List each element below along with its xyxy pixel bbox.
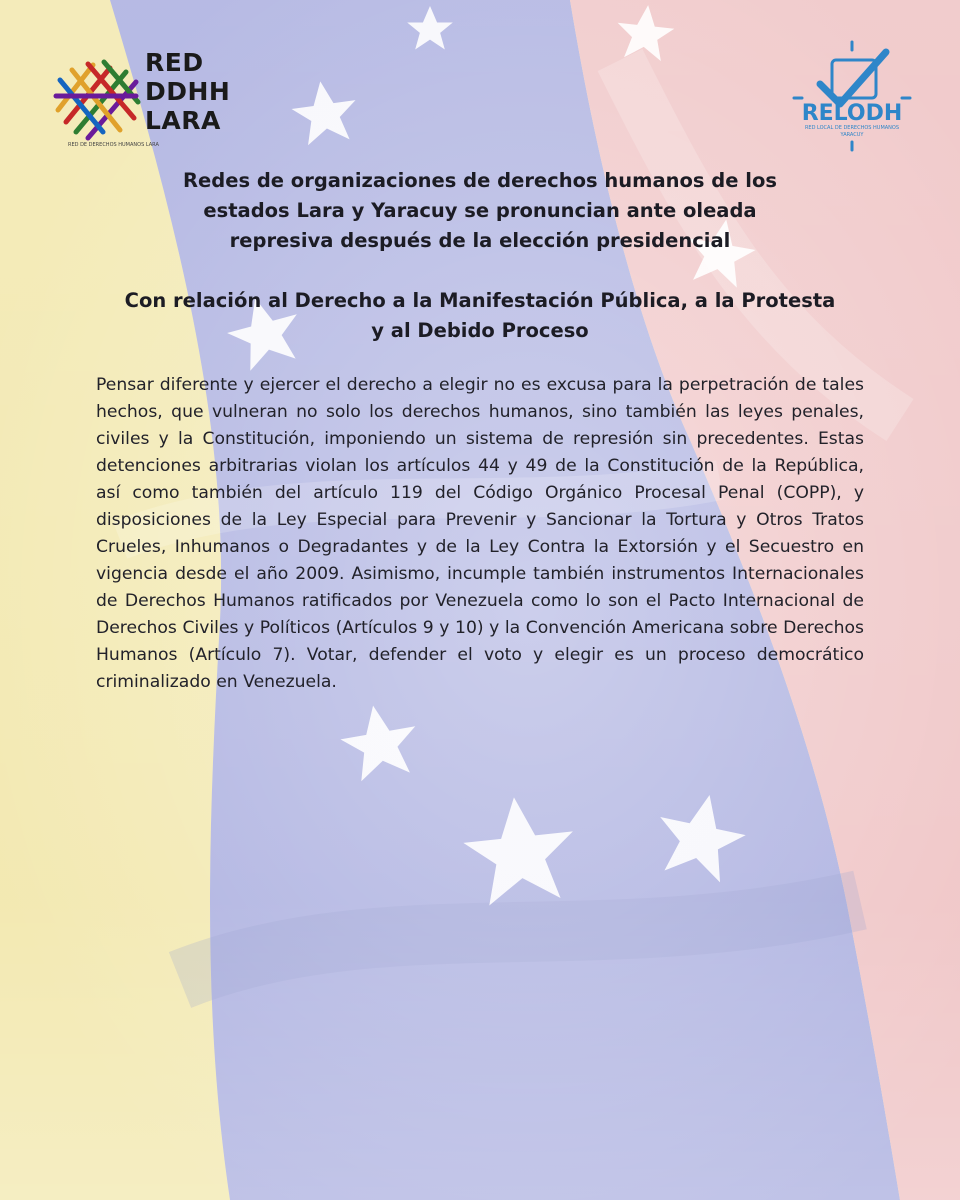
subheadline: Con relación al Derecho a la Manifestación Pública, a la Protesta y al Debido Proceso [124, 289, 836, 342]
relodh-logo [780, 38, 925, 153]
relodh-tagline: RED LOCAL DE DERECHOS HUMANOS [804, 125, 900, 131]
relodh-region: YARACUY [840, 132, 864, 138]
logo-left-line-3: LARA [145, 106, 221, 135]
headline: Redes de organizaciones de derechos humanos de los estados Lara y Yaracuy se pronuncian ante oleada represiva después de la elección presidencial [183, 169, 777, 252]
logo-left-line-2: DDHH [145, 77, 231, 106]
statement-body: Pensar diferente y ejercer el derecho a elegir no es excusa para la perpetración de tales hechos, que vulneran no solo los derechos humanos, sino también las leyes penales, civiles y la Constitución, imponiendo un sistema de represión sin precedentes. Estas detenciones arbitrarias violan los artículos 44 y 49 de la Constitución de la República, así como también del artículo 119 del Código Orgánico Procesal Penal (COPP), y disposiciones de la Ley Especial para Prevenir y Sancionar la Tortura y Otros Tratos Crueles, Inhumanos o Degradantes y de la Ley Contra la Extorsión y el Secuestro en vigencia desde el año 2009. Asimismo, incumple también instrumentos Internacionales de Derechos Humanos ratificados por Venezuela como lo son el Pacto Internacional de Derechos Civiles y Políticos (Artículos 9 y 10) y la Convención Americana sobre Derechos Humanos (Artículo 7). Votar, defender el voto y elegir es un proceso democrático criminalizado en Venezuela. [96, 375, 864, 692]
svg-text:RED DE DERECHOS HUMANOS LARA: RED DE DERECHOS HUMANOS LARA [68, 142, 159, 148]
relodh-name: RELODH [801, 101, 903, 126]
logo-left-wordmark [145, 48, 230, 135]
logo-left-line-1: RED [145, 48, 204, 77]
